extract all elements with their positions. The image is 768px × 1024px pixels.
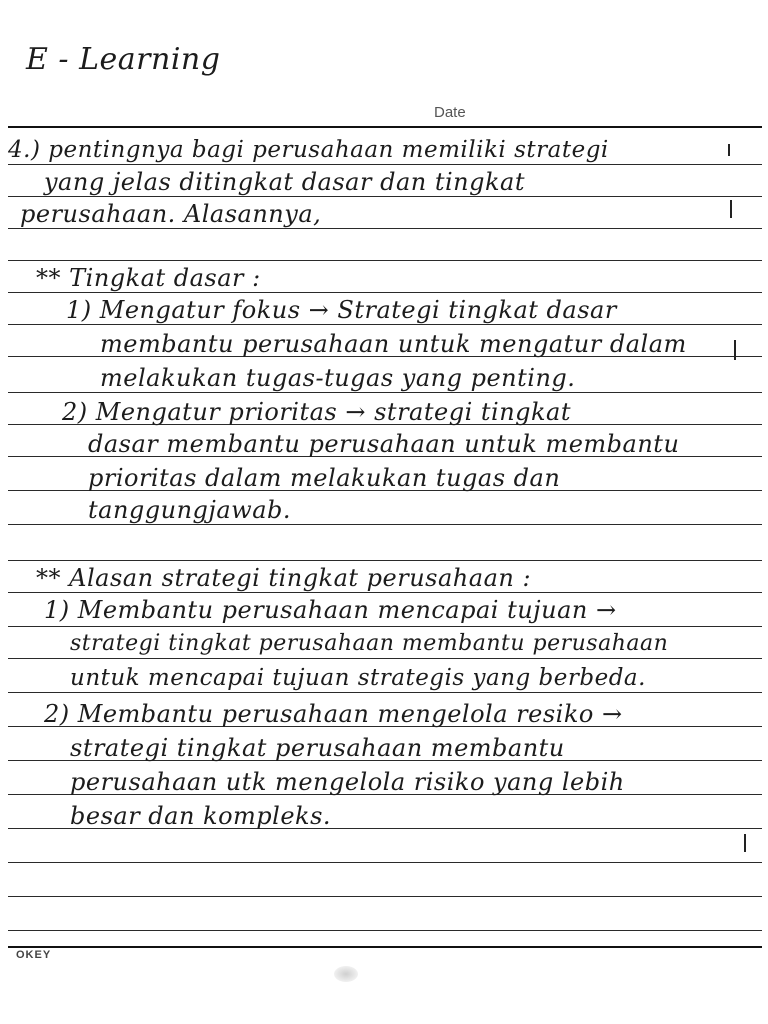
rule-line xyxy=(8,658,762,659)
note-line: tanggungjawab. xyxy=(88,496,292,524)
note-line: dasar membantu perusahaan untuk membantu xyxy=(88,430,680,458)
rule-line xyxy=(8,930,762,931)
note-line: yang jelas ditingkat dasar dan tingkat xyxy=(44,168,525,196)
rule-line xyxy=(8,626,762,627)
note-line: perusahaan. Alasannya, xyxy=(20,200,322,228)
rule-line xyxy=(8,324,762,325)
note-line: ** Alasan strategi tingkat perusahaan : xyxy=(36,564,532,592)
margin-tick xyxy=(734,340,736,360)
brand-logo: OKEY xyxy=(16,949,52,961)
note-line: strategi tingkat perusahaan membantu xyxy=(70,734,565,762)
bottom-rule xyxy=(8,946,762,948)
paper-smudge xyxy=(334,966,358,982)
rule-line xyxy=(8,228,762,229)
note-line: 1) Membantu perusahaan mencapai tujuan → xyxy=(44,596,617,624)
margin-tick xyxy=(744,834,746,852)
note-line: ** Tingkat dasar : xyxy=(36,264,261,292)
note-line: prioritas dalam melakukan tugas dan xyxy=(88,464,561,492)
rule-line xyxy=(8,862,762,863)
note-line: besar dan kompleks. xyxy=(70,802,332,830)
margin-tick xyxy=(728,144,730,156)
rule-line xyxy=(8,560,762,561)
rule-line xyxy=(8,164,762,165)
note-line: 1) Mengatur fokus → Strategi tingkat dasar xyxy=(66,296,617,324)
note-line: 2) Membantu perusahaan mengelola resiko → xyxy=(44,700,623,728)
note-line: 2) Mengatur prioritas → strategi tingkat xyxy=(62,398,572,426)
rule-line xyxy=(8,896,762,897)
note-line: untuk mencapai tujuan strategis yang berbeda. xyxy=(70,665,646,691)
rule-line xyxy=(8,592,762,593)
rule-line xyxy=(8,292,762,293)
date-label: Date xyxy=(434,104,466,121)
note-line: strategi tingkat perusahaan membantu perusahaan xyxy=(70,631,669,656)
note-line: melakukan tugas-tugas yang penting. xyxy=(100,364,576,392)
top-rule xyxy=(8,126,762,128)
note-line: 4.) pentingnya bagi perusahaan memiliki strategi xyxy=(8,137,609,163)
margin-tick xyxy=(730,200,732,218)
rule-line xyxy=(8,524,762,525)
rule-line xyxy=(8,196,762,197)
page-title: E - Learning xyxy=(26,42,221,77)
rule-line xyxy=(8,392,762,393)
note-line: perusahaan utk mengelola risiko yang lebih xyxy=(70,768,625,796)
rule-line xyxy=(8,692,762,693)
note-line: membantu perusahaan untuk mengatur dalam xyxy=(100,330,687,358)
rule-line xyxy=(8,260,762,261)
